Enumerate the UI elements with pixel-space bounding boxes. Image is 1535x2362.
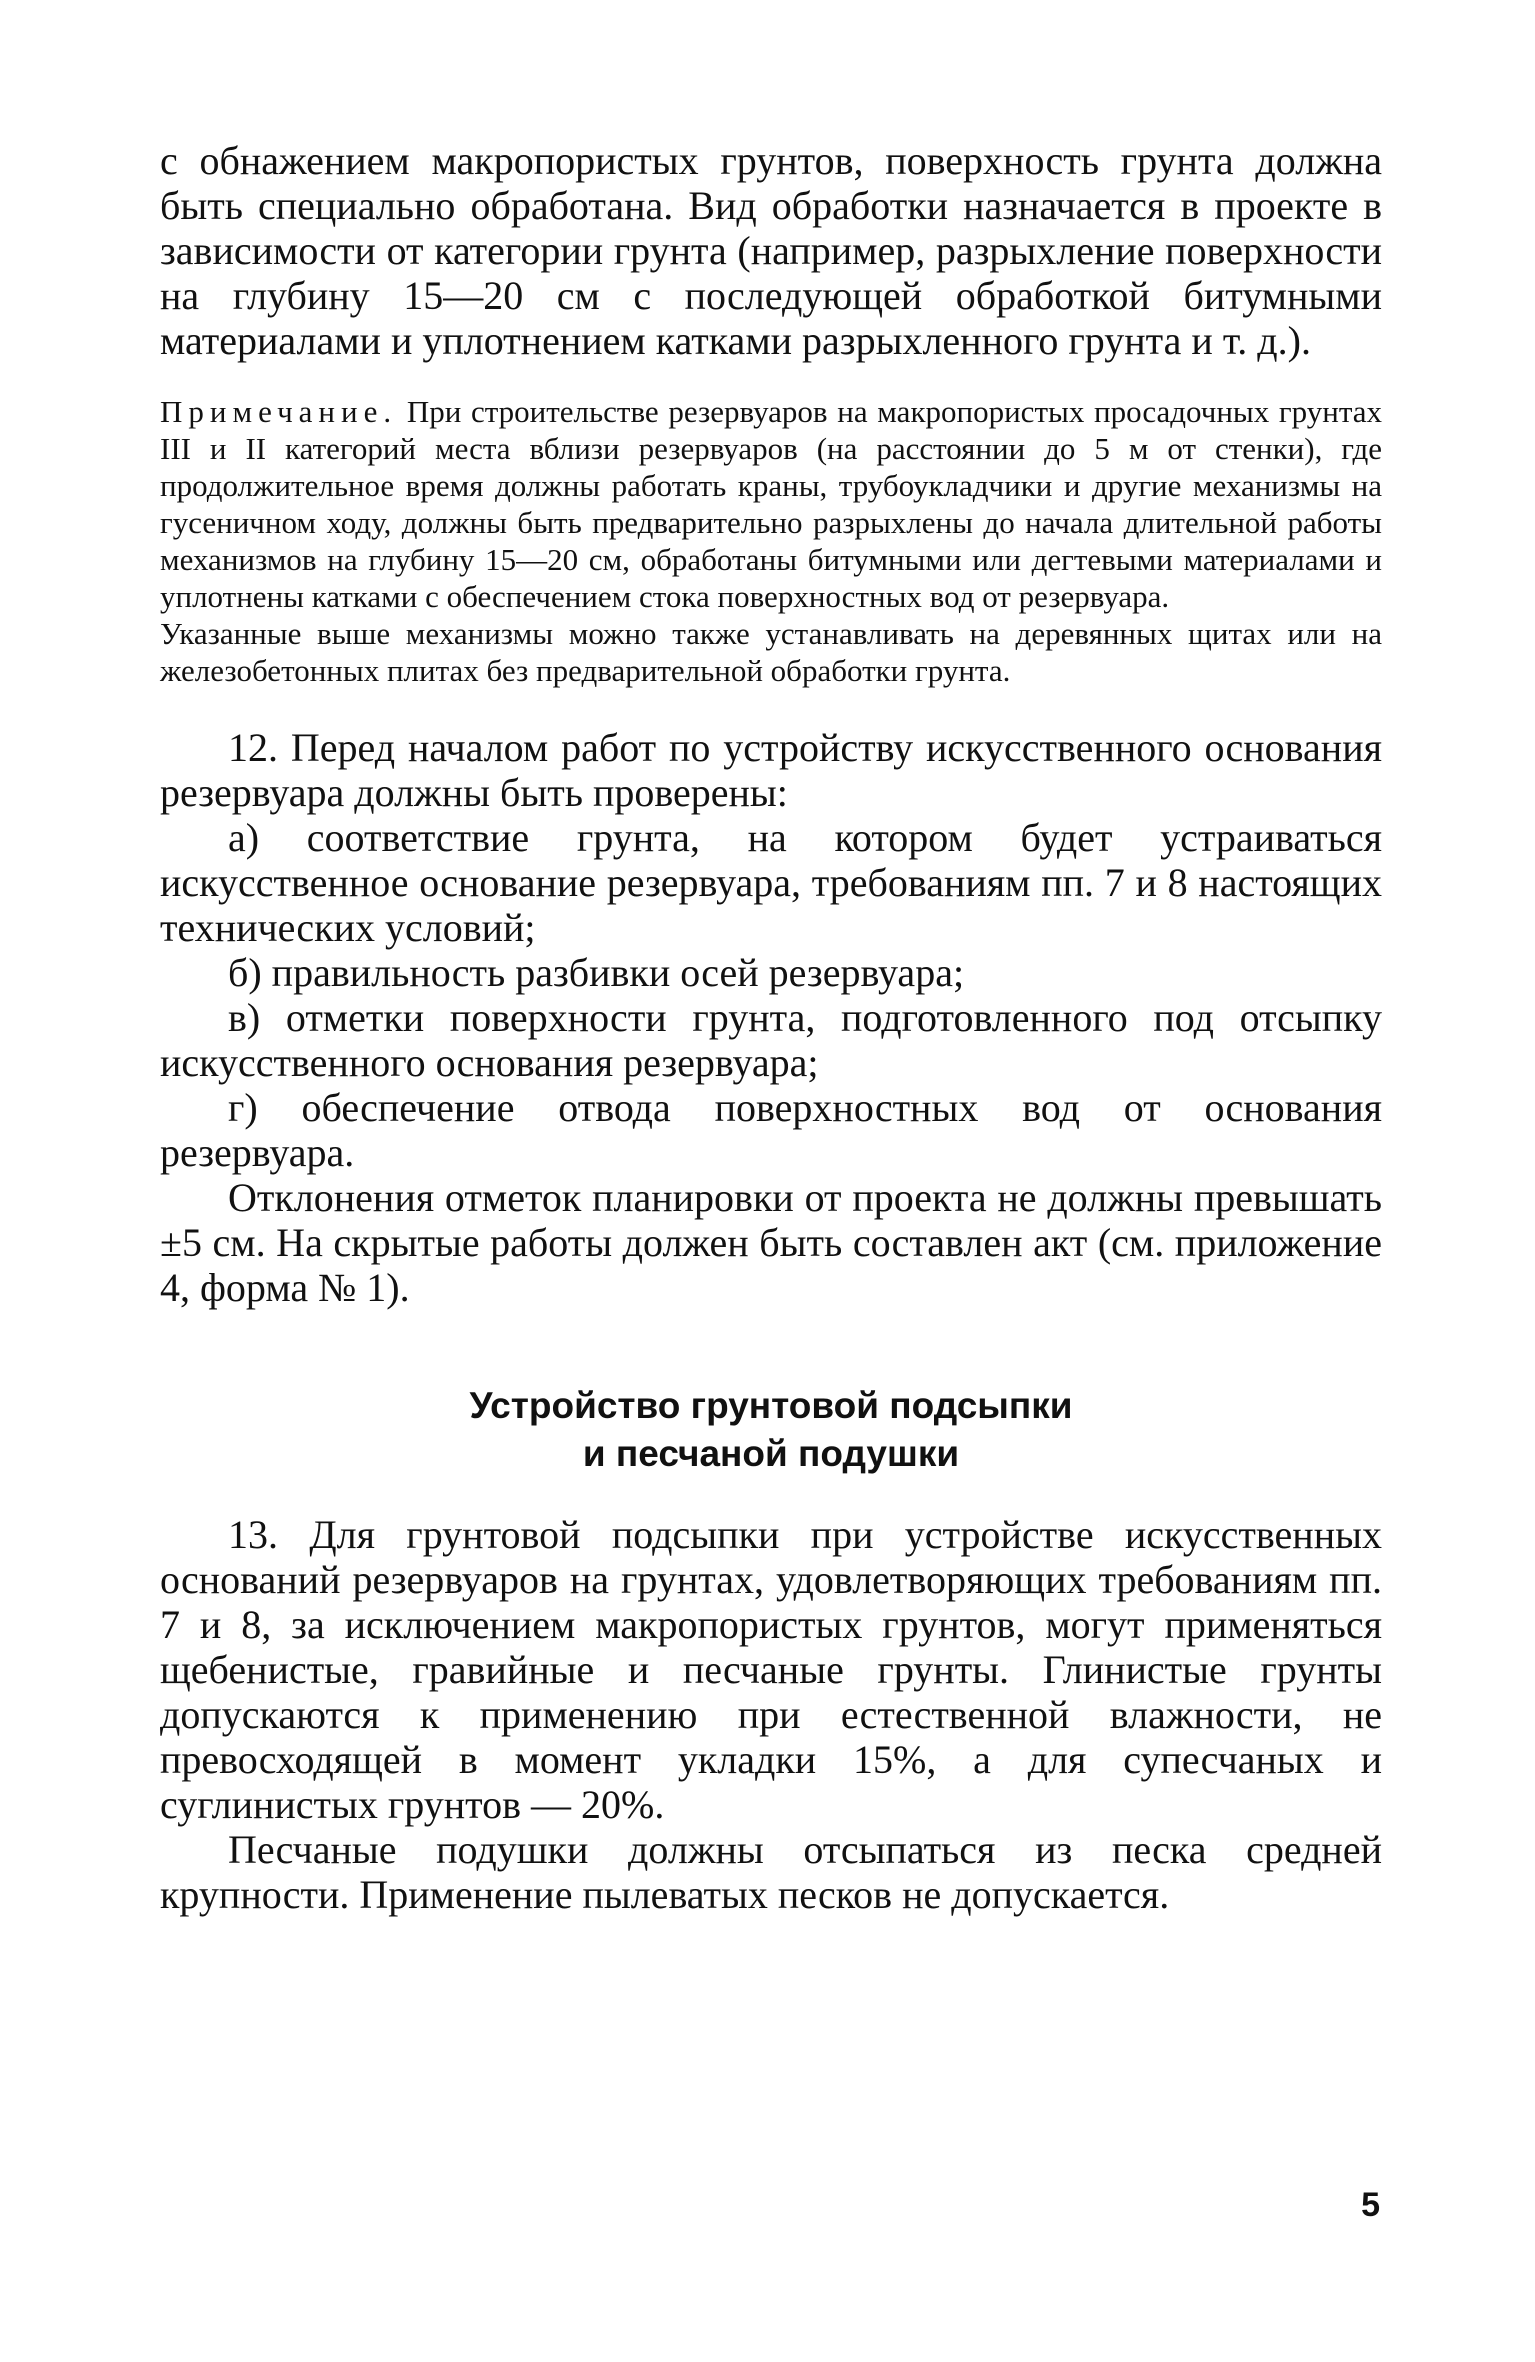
section-13-sand-paragraph: Песчаные подушки должны отсыпаться из песка средней крупности. Применение пылеватых песков не допускается. [160, 1827, 1382, 1917]
section-12-item-a: а) соответствие грунта, на котором будет устраиваться искусственное основание резервуара, требованиям пп. 7 и 8 настоящих технических условий; [160, 815, 1382, 950]
section-heading-line-1: Устройство грунтовой подсыпки [469, 1385, 1073, 1426]
section-heading-line-2: и песчаной подушки [582, 1433, 960, 1474]
section-12-intro: 12. Перед началом работ по устройству искусственного основания резервуара должны быть проверены: [160, 725, 1382, 815]
note-text: При строительстве резервуаров на макропористых просадочных грунтах III и II категорий места вблизи резервуаров (на расстоянии до 5 м от стенки), где продолжительное время должны работать краны, трубоукладчики и другие механизмы на гусеничном ходу, должны быть предварительно разрыхлены до начала длительной работы механизмов на глубину 15—20 см, обработаны битумными или дегтевыми материалами и уплотнены катками с обеспечением стока поверхностных вод от резервуара. [160, 394, 1383, 614]
note-paragraph [160, 393, 1382, 615]
note-label: Примечание. [160, 394, 398, 429]
document-page [160, 138, 1382, 1917]
section-heading [160, 1382, 1382, 1478]
page-number: 5 [1361, 2186, 1380, 2224]
section-13-paragraph: 13. Для грунтовой подсыпки при устройстве искусственных оснований резервуаров на грунтах, удовлетворяющих требованиям пп. 7 и 8, за исключением макропористых грунтов, могут применяться щебенистые, гравийные и песчаные грунты. Глинистые грунты допускаются к применению при естественной влажности, не превосходящей в момент укладки 15%, а для супесчаных и суглинистых грунтов — 20%. [160, 1512, 1382, 1827]
section-12-item-g: г) обеспечение отвода поверхностных вод от основания резервуара. [160, 1085, 1382, 1175]
note-paragraph-2: Указанные выше механизмы можно также устанавливать на деревянных щитах или на железобетонных плитах без предварительной обработки грунта. [160, 616, 1382, 688]
intro-paragraph: с обнажением макропористых грунтов, поверхность грунта должна быть специально обработана. Вид обработки назначается в проекте в зависимости от категории грунта (например, разрыхление поверхности на глубину 15—20 см с последующей обработкой битумными материалами и уплотнением катками разрыхленного грунта и т. д.). [160, 138, 1382, 363]
section-12-item-b: б) правильность разбивки осей резервуара; [228, 950, 965, 995]
section-12-deviation: Отклонения отметок планировки от проекта не должны превышать ±5 см. На скрытые работы должен быть составлен акт (см. приложение 4, форма № 1). [160, 1175, 1382, 1310]
section-12-item-v: в) отметки поверхности грунта, подготовленного под отсыпку искусственного основания резервуара; [160, 995, 1382, 1085]
